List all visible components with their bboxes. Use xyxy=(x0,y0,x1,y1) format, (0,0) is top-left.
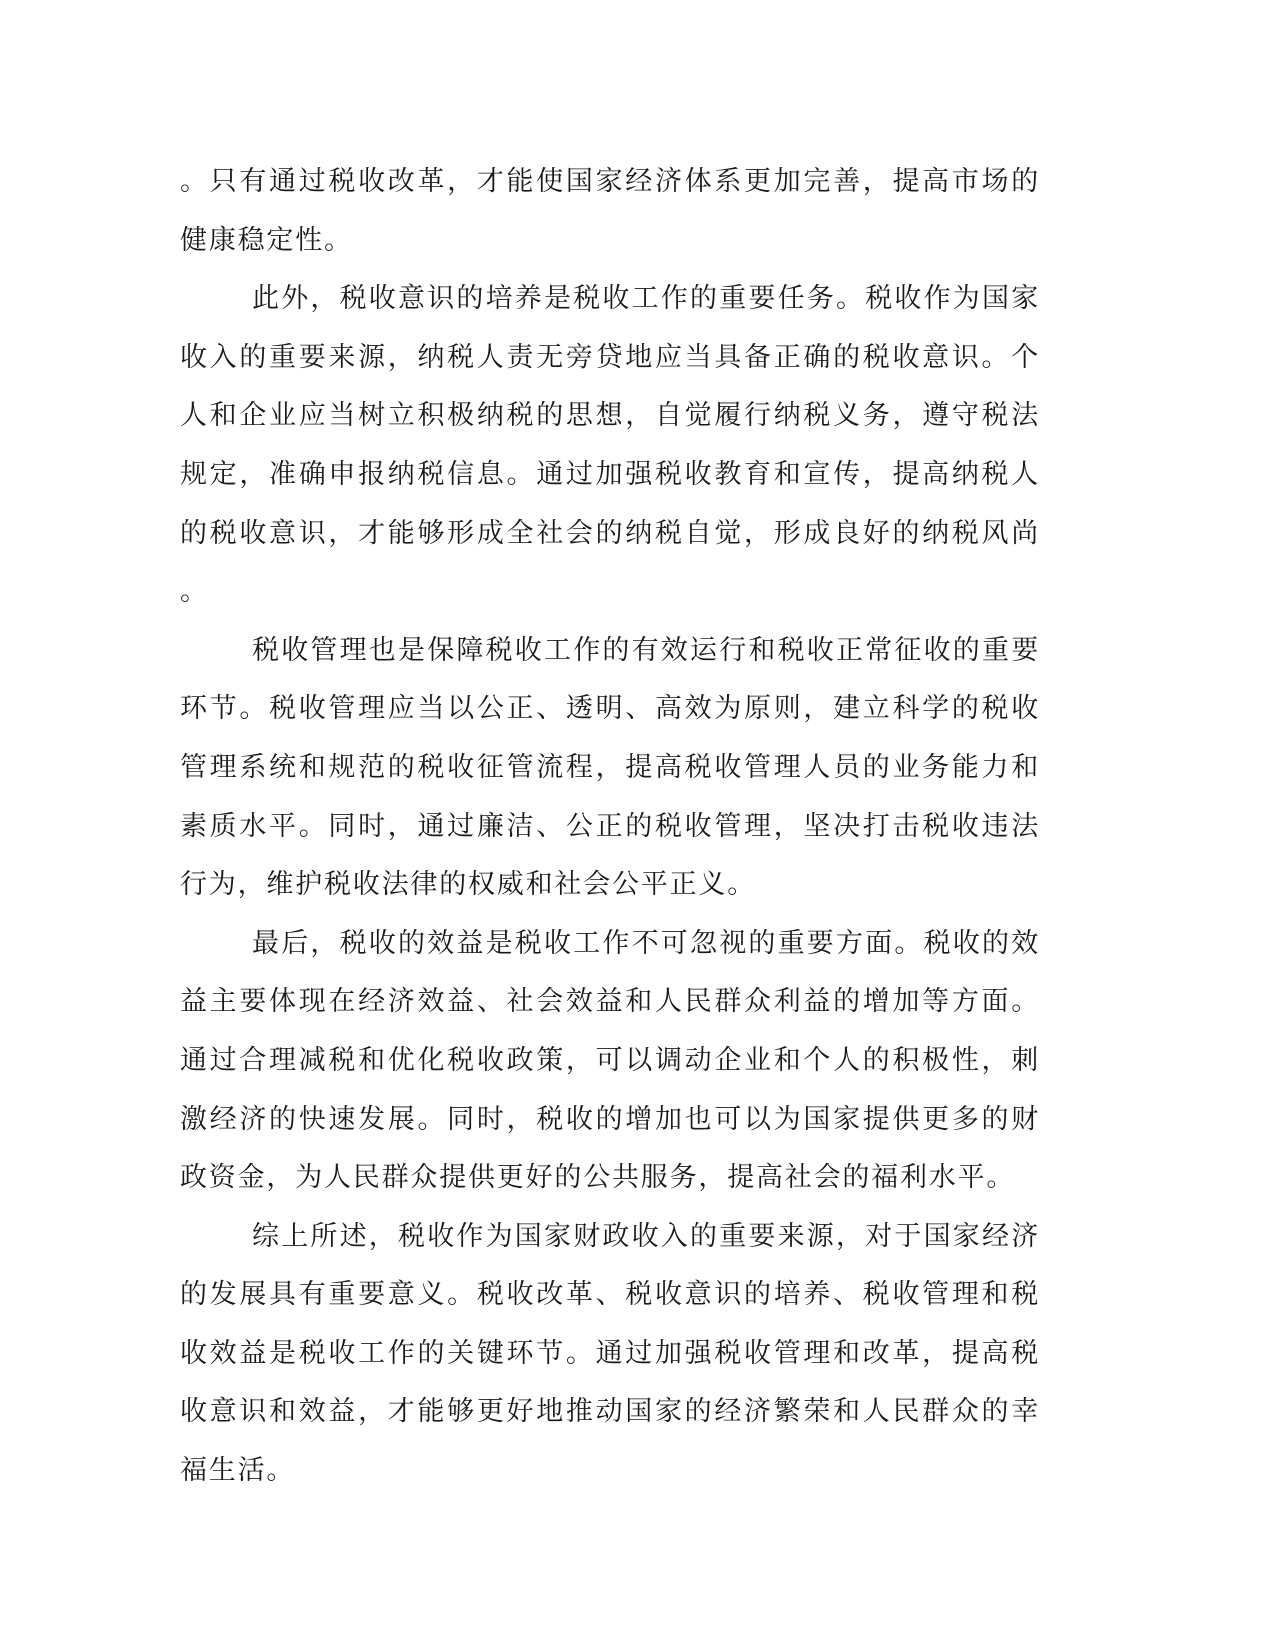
paragraph-tax-benefits: 最后，税收的效益是税收工作不可忽视的重要方面。税收的效益主要体现在经济效益、社会效益和人民群众利益的增加等方面。通过合理减税和优化税收政策，可以调动企业和个人的积极性，刺激经济的快速发展。同时，税收的增加也可以为国家提供更多的财政资金，为人民群众提供更好的公共服务，提高社会的福利水平。 xyxy=(180,927,1040,1194)
paragraph-conclusion: 综上所述，税收作为国家财政收入的重要来源，对于国家经济的发展具有重要意义。税收改革、税收意识的培养、税收管理和税收效益是税收工作的关键环节。通过加强税收管理和改革，提高税收意识和效益，才能够更好地推动国家的经济繁荣和人民群众的幸福生活。 xyxy=(180,1220,1040,1487)
paragraph-tax-management: 税收管理也是保障税收工作的有效运行和税收正常征收的重要环节。税收管理应当以公正、透明、高效为原则，建立科学的税收管理系统和规范的税收征管流程，提高税收管理人员的业务能力和素质水平。同时，通过廉洁、公正的税收管理，坚决打击税收违法行为，维护税收法律的权威和社会公平正义。 xyxy=(180,634,1040,901)
document-body xyxy=(180,153,1040,1501)
paragraph-continuation: 。只有通过税收改革，才能使国家经济体系更加完善，提高市场的健康稳定性。 xyxy=(180,166,1040,256)
paragraph-tax-awareness: 此外，税收意识的培养是税收工作的重要任务。税收作为国家收入的重要来源，纳税人责无旁贷地应当具备正确的税收意识。个人和企业应当树立积极纳税的思想，自觉履行纳税义务，遵守税法规定，准确申报纳税信息。通过加强税收教育和宣传，提高纳税人的税收意识，才能够形成全社会的纳税自觉，形成良好的纳税风尚。 xyxy=(180,283,1040,608)
